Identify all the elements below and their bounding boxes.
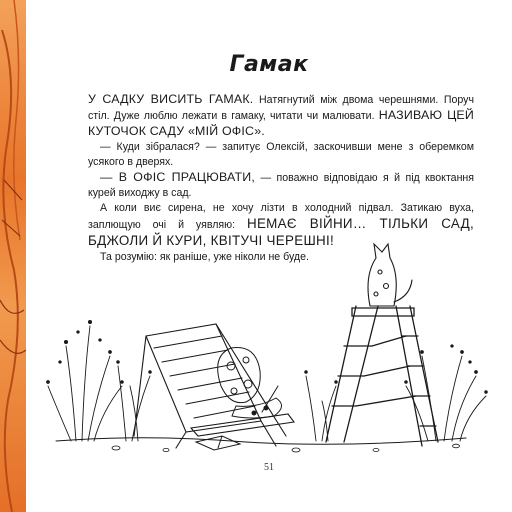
orange-brushstrokes [0,0,26,512]
paragraph-4-tail: НЕМАЄ ВІЙНИ… ТІЛЬКИ САД, БДЖОЛИ Й КУРИ, КВІТУЧІ ЧЕРЕШНІ! [88,216,474,248]
paragraph-5-body: Та розумію: як раніше, уже ніколи не буде. [100,251,309,263]
paragraph-1-tail: НАЗИВАЮ ЦЕЙ КУТОЧОК САДУ «МІЙ ОФІС». [88,108,475,138]
paragraph-1-body: Натягнутий між двома черешнями. Поруч стіл. Дуже люблю лежати в гамаку, читати чи малювати. [88,94,474,122]
paragraph-2-body: — Куди зібралася? — запитує Олексій, заскочивши мене з оберемком усякого в дверях. [88,141,474,168]
garden-illustration [26,236,512,466]
paragraph-3 [88,170,474,201]
ground-line [56,438,466,445]
paragraph-3-lead: — В ОФІС ПРАЦЮВАТИ, [100,170,256,184]
step-ladder [326,306,438,446]
pebbles [112,444,460,452]
grass-right [405,345,488,441]
deck-chair [134,324,294,448]
paragraph-2 [88,140,474,170]
left-page-edge-illustration [0,0,26,512]
paragraph-1 [88,92,474,140]
page-number: 51 [264,462,274,473]
cat-on-ladder [368,244,412,306]
page-title: Гамак [229,52,309,77]
paragraph-1-lead: У САДКУ ВИСИТЬ ГАМАК. [88,92,254,106]
open-book [196,436,240,450]
paragraph-3-body: — поважно відповідаю я й під квоктання курей виходжу в сад. [88,172,475,199]
paragraph-4-body: А коли виє сирена, не хочу лізти в холодний підвал. Затикаю вуха, заплющую очі й уявляю: [88,202,474,231]
